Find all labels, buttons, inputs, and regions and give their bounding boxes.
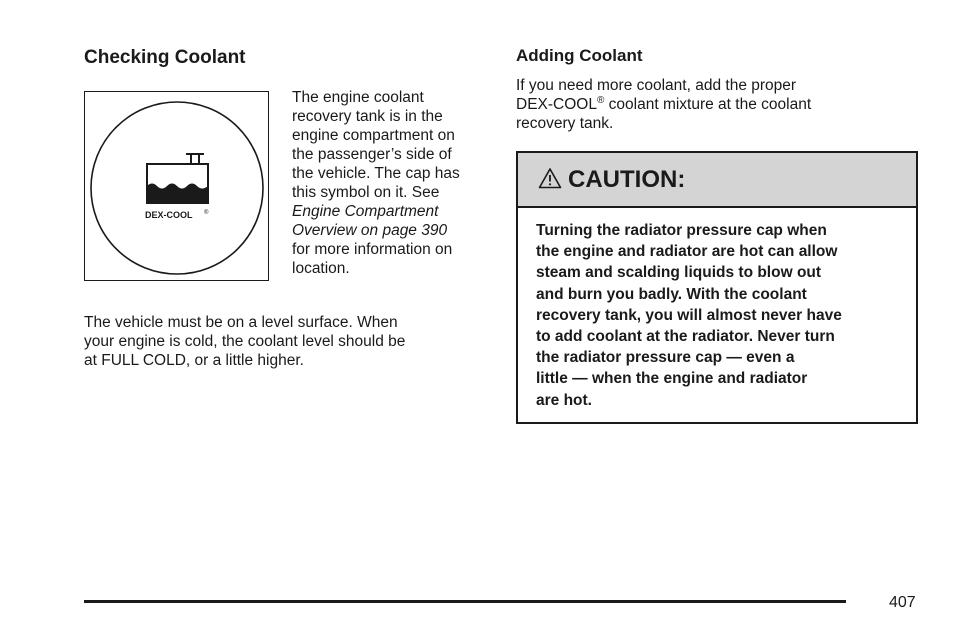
caution-text [536,220,842,411]
text-line [516,95,811,114]
text-line: the engine and radiator are hot can allow [536,243,838,261]
text-line: your engine is cold, the coolant level should be [84,333,406,350]
text-segment: coolant mixture at the coolant [604,96,812,113]
coolant-level-paragraph [84,313,405,370]
caution-box [516,151,918,424]
footer-rule [84,600,846,603]
text-line: this symbol on it. See [292,184,440,201]
text-line: recovery tank. [516,115,614,132]
text-line: are hot. [536,391,592,409]
adding-coolant-paragraph [516,76,811,133]
text-line: and burn you badly. With the coolant [536,285,807,303]
caution-title: CAUTION: [568,166,686,193]
section-heading-checking-coolant: Checking Coolant [84,47,246,68]
caution-header [518,153,916,208]
page-reference: Overview on page 390 [292,222,448,239]
symbol-description [292,88,460,278]
coolant-symbol-figure [84,91,269,281]
text-line: Turning the radiator pressure cap when [536,222,827,239]
text-line: The vehicle must be on a level surface. When [84,314,398,331]
warning-triangle-icon [538,167,562,189]
text-line: recovery tank is in the [292,108,443,125]
dex-cool-text: DEX-COOL [516,96,597,113]
registered-mark: ® [204,210,209,216]
text-line: If you need more coolant, add the proper [516,77,797,94]
text-line: to add coolant at the radiator. Never turn [536,328,835,346]
text-line: the radiator pressure cap — even a [536,349,795,367]
coolant-reservoir-icon [85,92,270,282]
text-line: little — when the engine and radiator [536,370,808,388]
registered-mark: ® [596,95,605,106]
text-line: recovery tank, you will almost never have [536,306,842,324]
text-line: steam and scalding liquids to blow out [536,264,822,282]
page-number: 407 [889,594,916,611]
text-line: at FULL COLD, or a little higher. [84,352,304,369]
dex-cool-symbol-label: DEX-COOL [145,210,193,220]
text-line: the passenger’s side of [292,146,452,163]
text-line: for more information on [292,241,453,258]
section-heading-adding-coolant: Adding Coolant [516,46,643,65]
text-line: The engine coolant [292,89,424,106]
text-line: location. [292,260,350,277]
page-reference: Engine Compartment [292,203,439,220]
text-line: engine compartment on [292,127,455,144]
text-line: the vehicle. The cap has [292,165,460,182]
